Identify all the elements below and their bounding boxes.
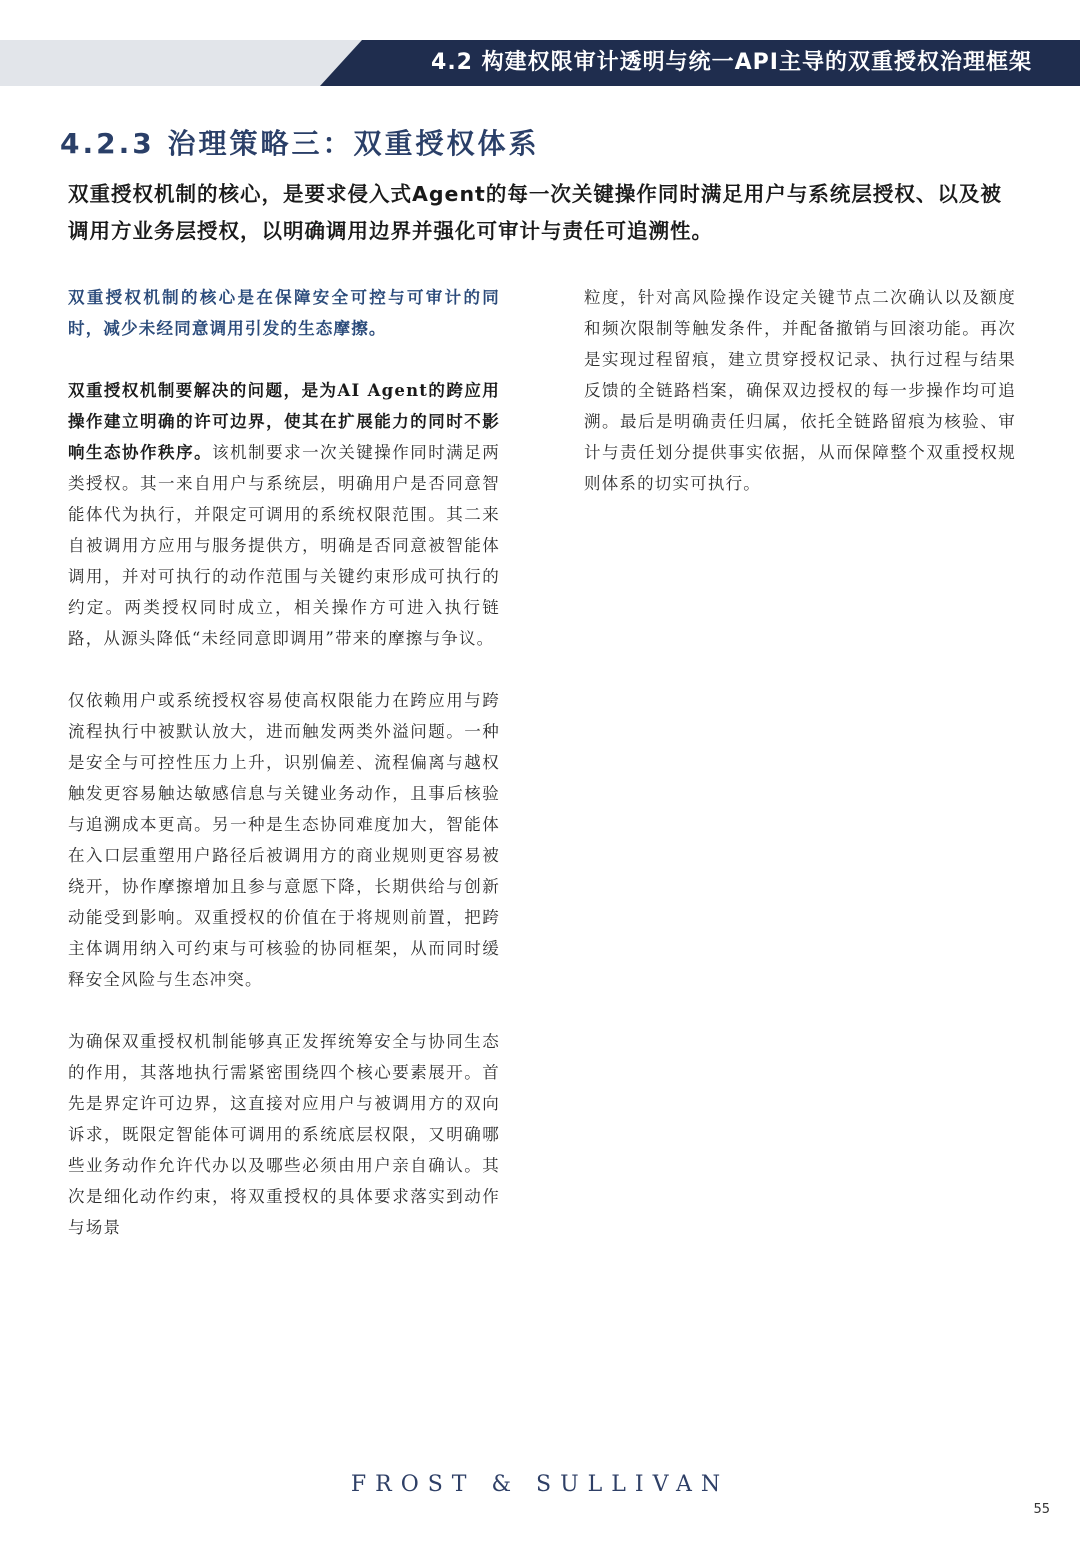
body-paragraph-3: 仅依赖用户或系统授权容易使高权限能力在跨应用与跨流程执行中被默认放大，进而触发两类外溢问题。一种是安全与可控性压力上升，识别偏差、流程偏离与越权触发更容易触达敏感信息与关键业务动作，且事后核验与追溯成本更高。另一种是生态协同难度加大，智能体在入口层重塑用户路径后被调用方的商业规则更容易被绕开，协作摩擦增加且参与意愿下降，长期供给与创新动能受到影响。双重授权的价值在于将规则前置，把跨主体调用纳入可约束与可核验的协同框架，从而同时缓释安全风险与生态冲突。 <box>68 691 500 989</box>
section-title: 4.2.3 治理策略三：双重授权体系 <box>60 127 540 160</box>
frost-sullivan-logo: FROST & SULLIVAN <box>350 1472 730 1497</box>
header-bar <box>0 40 1080 86</box>
right-column <box>584 282 1016 499</box>
paragraph-2-text: 该机制要求一次关键操作同时满足两类授权。其一来自用户与系统层，明确用户是否同意智能体代为执行，并限定可调用的系统权限范围。其二来自被调用方应用与服务提供方，明确是否同意被智能体调用，并对可执行的动作范围与关键约束形成可执行的约定。两类授权同时成立，相关操作方可进入执行链路，从源头降低“未经同意即调用”带来的摩擦与争议。 <box>68 443 500 648</box>
left-column <box>68 282 500 1243</box>
highlight-paragraph: 双重授权机制的核心是在保障安全可控与可审计的同时，减少未经同意调用引发的生态摩擦。 <box>68 288 500 338</box>
bold-lead-sentence: 双重授权机制要解决的问题，是为AI Agent的跨应用操作建立明确的许可边界，使其在扩展能力的同时不影响生态协作秩序。 <box>68 381 500 462</box>
body-paragraph-5: 粒度，针对高风险操作设定关键节点二次确认以及额度和频次限制等触发条件，并配备撤销与回滚功能。再次是实现过程留痕，建立贯穿授权记录、执行过程与结果反馈的全链路档案，确保双边授权的每一步操作均可追溯。最后是明确责任归属，依托全链路留痕为核验、审计与责任划分提供事实依据，从而保障整个双重授权规则体系的切实可执行。 <box>584 288 1016 493</box>
body-paragraph-2 <box>68 375 500 654</box>
chapter-title: 4.2 构建权限审计透明与统一API主导的双重授权治理框架 <box>431 50 1032 75</box>
body-paragraph-4: 为确保双重授权机制能够真正发挥统筹安全与协同生态的作用，其落地执行需紧密围绕四个核心要素展开。首先是界定许可边界，这直接对应用户与被调用方的双向诉求，既限定智能体可调用的系统底层权限，又明确哪些业务动作允许代办以及哪些必须由用户亲自确认。其次是细化动作约束，将双重授权的具体要求落实到动作与场景 <box>68 1032 500 1237</box>
lead-paragraph: 双重授权机制的核心，是要求侵入式Agent的每一次关键操作同时满足用户与系统层授权、以及被调用方业务层授权，以明确调用边界并强化可审计与责任可追溯性。 <box>68 182 1002 243</box>
page-number: 55 <box>1033 1502 1050 1517</box>
